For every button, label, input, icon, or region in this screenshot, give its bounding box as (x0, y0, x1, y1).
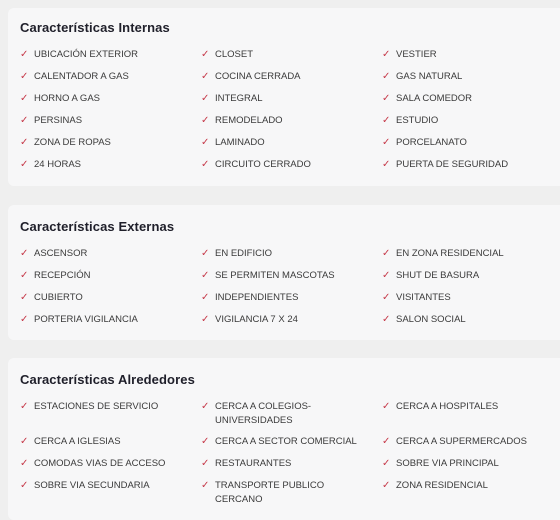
checkmark-icon: ✓ (201, 159, 210, 170)
feature-item (20, 479, 190, 493)
feature-label: EN EDIFICIO (215, 248, 273, 259)
feature-label: CERCA A HOSPITALES (396, 401, 499, 412)
feature-item (382, 48, 552, 62)
feature-label: PERSINAS (34, 115, 83, 126)
feature-item (382, 269, 552, 283)
section-externas (8, 205, 560, 340)
feature-label: PORCELANATO (396, 137, 467, 148)
feature-label: SOBRE VIA SECUNDARIA (34, 480, 150, 491)
feature-label: SALA COMEDOR (396, 93, 473, 104)
feature-item (382, 479, 552, 493)
checkmark-icon: ✓ (20, 270, 29, 281)
feature-label: CLOSET (215, 49, 254, 60)
checkmark-icon: ✓ (201, 436, 210, 447)
feature-item (382, 435, 552, 449)
feature-item (20, 114, 190, 128)
feature-item (382, 313, 552, 327)
feature-label: ZONA DE ROPAS (34, 137, 111, 148)
checkmark-icon: ✓ (201, 248, 210, 259)
feature-label: SALON SOCIAL (396, 314, 466, 325)
checkmark-icon: ✓ (382, 93, 391, 104)
feature-label: SOBRE VIA PRINCIPAL (396, 458, 499, 469)
feature-item (201, 269, 371, 283)
feature-item (382, 136, 552, 150)
feature-item (201, 291, 371, 305)
feature-item (201, 136, 371, 150)
feature-item (201, 435, 371, 449)
feature-item (20, 457, 190, 471)
feature-item (201, 400, 371, 428)
feature-label: RESTAURANTES (215, 458, 292, 469)
feature-label: CALENTADOR A GAS (34, 71, 129, 82)
feature-item (201, 457, 371, 471)
feature-item (201, 70, 371, 84)
feature-item (382, 92, 552, 106)
feature-label: PUERTA DE SEGURIDAD (396, 159, 509, 170)
feature-label: PORTERIA VIGILANCIA (34, 314, 138, 325)
checkmark-icon: ✓ (20, 458, 29, 469)
feature-label: VIGILANCIA 7 X 24 (215, 314, 298, 325)
checkmark-icon: ✓ (382, 292, 391, 303)
checkmark-icon: ✓ (382, 458, 391, 469)
feature-label: CERCA A SECTOR COMERCIAL (215, 436, 357, 447)
feature-label: INTEGRAL (215, 93, 263, 104)
feature-item (382, 114, 552, 128)
checkmark-icon: ✓ (382, 436, 391, 447)
checkmark-icon: ✓ (382, 480, 391, 491)
checkmark-icon: ✓ (201, 292, 210, 303)
checkmark-icon: ✓ (201, 270, 210, 281)
checkmark-icon: ✓ (201, 480, 210, 491)
feature-item (20, 48, 190, 62)
checkmark-icon: ✓ (20, 137, 29, 148)
checkmark-icon: ✓ (201, 137, 210, 148)
feature-item (382, 400, 552, 414)
feature-label: ESTACIONES DE SERVICIO (34, 401, 159, 412)
checkmark-icon: ✓ (382, 270, 391, 281)
checkmark-icon: ✓ (382, 115, 391, 126)
checkmark-icon: ✓ (20, 480, 29, 491)
feature-item (20, 92, 190, 106)
feature-label: UBICACIÓN EXTERIOR (34, 49, 138, 60)
feature-item (382, 457, 552, 471)
feature-item (20, 313, 190, 327)
feature-label: SHUT DE BASURA (396, 270, 480, 281)
checkmark-icon: ✓ (20, 115, 29, 126)
checkmark-icon: ✓ (20, 292, 29, 303)
checkmark-icon: ✓ (20, 71, 29, 82)
checkmark-icon: ✓ (382, 159, 391, 170)
checkmark-icon: ✓ (201, 71, 210, 82)
feature-item (20, 158, 190, 172)
feature-label: REMODELADO (215, 115, 283, 126)
feature-item (201, 114, 371, 128)
feature-item (20, 269, 190, 283)
feature-label: CUBIERTO (34, 292, 83, 303)
checkmark-icon: ✓ (201, 115, 210, 126)
section-title: Características Alrededores (20, 372, 195, 387)
feature-item (20, 400, 190, 414)
feature-label: CIRCUITO CERRADO (215, 159, 311, 170)
feature-label: CERCA A IGLESIAS (34, 436, 121, 447)
feature-label: ESTUDIO (396, 115, 439, 126)
checkmark-icon: ✓ (20, 93, 29, 104)
checkmark-icon: ✓ (382, 137, 391, 148)
feature-label: TRANSPORTE PUBLICO CERCANO (215, 480, 325, 505)
checkmark-icon: ✓ (382, 314, 391, 325)
checkmark-icon: ✓ (20, 49, 29, 60)
feature-item (20, 291, 190, 305)
feature-label: ASCENSOR (34, 248, 88, 259)
feature-item (20, 435, 190, 449)
feature-label: HORNO A GAS (34, 93, 100, 104)
feature-label: GAS NATURAL (396, 71, 463, 82)
feature-item (20, 136, 190, 150)
checkmark-icon: ✓ (20, 314, 29, 325)
feature-label: LAMINADO (215, 137, 265, 148)
feature-label: RECEPCIÓN (34, 270, 91, 281)
feature-item (20, 247, 190, 261)
checkmark-icon: ✓ (201, 49, 210, 60)
feature-item (201, 48, 371, 62)
feature-label: COCINA CERRADA (215, 71, 301, 82)
feature-label: INDEPENDIENTES (215, 292, 299, 303)
checkmark-icon: ✓ (382, 248, 391, 259)
feature-item (382, 70, 552, 84)
feature-label: COMODAS VIAS DE ACCESO (34, 458, 166, 469)
feature-label: VISITANTES (396, 292, 451, 303)
feature-item (201, 92, 371, 106)
feature-item (201, 479, 371, 507)
feature-label: 24 HORAS (34, 159, 81, 170)
feature-label: SE PERMITEN MASCOTAS (215, 270, 335, 281)
checkmark-icon: ✓ (201, 314, 210, 325)
feature-label: VESTIER (396, 49, 437, 60)
section-alrededores (8, 358, 560, 520)
feature-item (201, 313, 371, 327)
section-title: Características Internas (20, 20, 170, 35)
feature-item (201, 247, 371, 261)
feature-label: ZONA RESIDENCIAL (396, 480, 488, 491)
feature-item (382, 247, 552, 261)
checkmark-icon: ✓ (20, 401, 29, 412)
checkmark-icon: ✓ (382, 49, 391, 60)
checkmark-icon: ✓ (382, 401, 391, 412)
feature-item (382, 291, 552, 305)
feature-label: CERCA A COLEGIOS-UNIVERSIDADES (215, 401, 312, 426)
section-internas (8, 8, 560, 186)
feature-item (20, 70, 190, 84)
checkmark-icon: ✓ (201, 93, 210, 104)
checkmark-icon: ✓ (20, 436, 29, 447)
checkmark-icon: ✓ (201, 458, 210, 469)
feature-item (382, 158, 552, 172)
feature-item (201, 158, 371, 172)
checkmark-icon: ✓ (201, 401, 210, 412)
feature-label: CERCA A SUPERMERCADOS (396, 436, 527, 447)
section-title: Características Externas (20, 219, 175, 234)
checkmark-icon: ✓ (20, 248, 29, 259)
feature-label: EN ZONA RESIDENCIAL (396, 248, 504, 259)
checkmark-icon: ✓ (20, 159, 29, 170)
checkmark-icon: ✓ (382, 71, 391, 82)
